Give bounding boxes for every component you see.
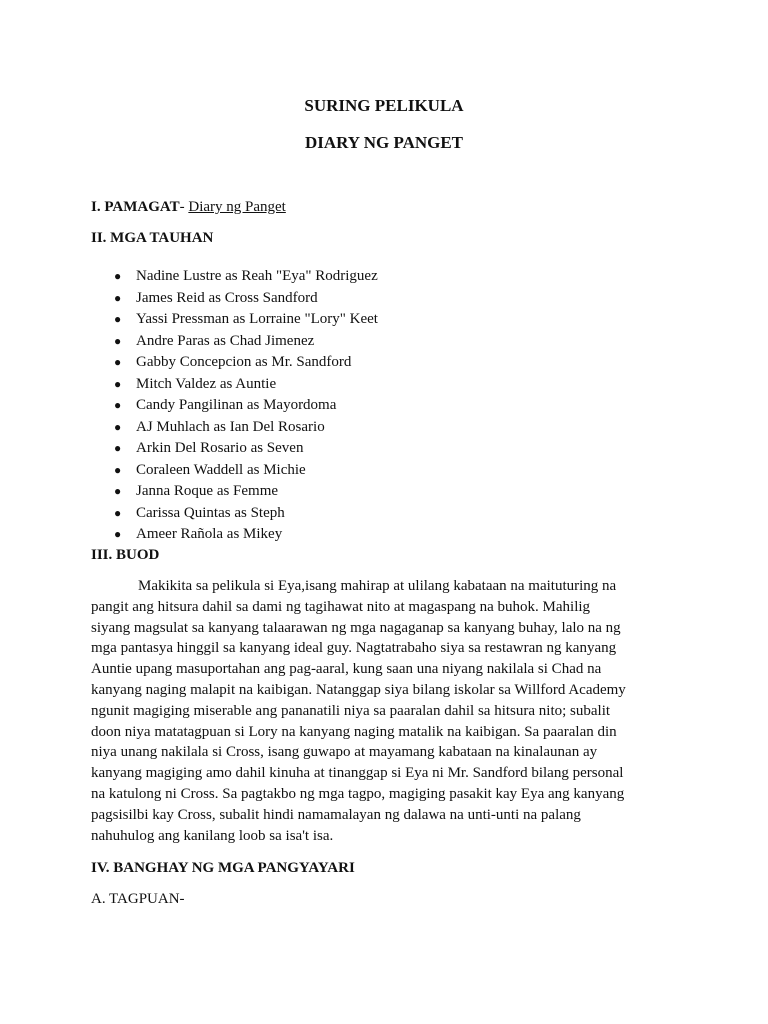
cast-entry: Nadine Lustre as Reah "Eya" Rodriguez <box>136 268 378 284</box>
section-pamagat-value: Diary ng Panget <box>188 199 286 215</box>
bullet-icon: ● <box>114 333 122 348</box>
list-item <box>114 352 378 374</box>
bullet-icon: ● <box>114 441 122 455</box>
cast-entry: Arkin Del Rosario as Seven <box>136 440 304 456</box>
cast-entry: Coraleen Waddell as Michie <box>136 461 306 478</box>
document-title: SURING PELIKULA <box>304 96 464 115</box>
bullet-icon: ● <box>114 527 122 541</box>
cast-entry: Janna Roque as Femme <box>136 483 279 499</box>
section-banghay-heading: IV. BANGHAY NG MGA PANGYAYARI <box>91 860 355 876</box>
summary-line: na katulong ni Cross. Sa pagtakbo ng mga tagpo, magiging pasakit kay Eya ang kanyang <box>91 785 625 802</box>
summary-line: pangit ang hitsura dahil sa dami ng tagihawat nito at magaspang na buhok. Mahilig <box>91 598 591 615</box>
section-tagpuan-heading: A. TAGPUAN- <box>91 891 185 907</box>
bullet-icon: ● <box>114 290 122 305</box>
summary-line: nahuhulog ang kanilang loob sa isa't isa. <box>91 827 334 844</box>
summary-line: kanyang magiging amo dahil kinuha at tinanggap si Eya ni Mr. Sandford bilang personal <box>91 765 624 782</box>
section-buod-heading: III. BUOD <box>91 547 160 563</box>
list-item <box>114 417 378 439</box>
list-item <box>114 481 378 503</box>
section-pamagat-label: I. PAMAGAT <box>91 199 180 215</box>
summary-line: kanyang naging malapit na kaibigan. Natanggap siya bilang iskolar sa Willford Academy <box>91 681 626 698</box>
bullet-icon: ● <box>114 462 122 477</box>
bullet-icon: ● <box>114 269 122 283</box>
cast-entry: James Reid as Cross Sandford <box>136 289 318 306</box>
cast-entry: Andre Paras as Chad Jimenez <box>136 332 315 349</box>
list-item <box>114 374 378 396</box>
bullet-icon: ● <box>114 484 122 498</box>
cast-entry: AJ Muhlach as Ian Del Rosario <box>136 418 325 435</box>
summary-line: ngunit magiging miserable ang pananatili niya sa paaralan dahil sa hitsura nito; subalit <box>91 702 611 719</box>
cast-entry: Gabby Concepcion as Mr. Sandford <box>136 354 352 370</box>
cast-entry: Candy Pangilinan as Mayordoma <box>136 397 337 413</box>
list-item <box>114 331 378 353</box>
cast-entry: Ameer Rañola as Mikey <box>136 526 283 542</box>
list-item <box>114 460 378 482</box>
list-item <box>114 309 378 331</box>
summary-line: Makikita sa pelikula si Eya,isang mahirap at ulilang kabataan na maituturing na <box>138 578 617 594</box>
bullet-icon: ● <box>114 376 122 391</box>
cast-entry: Carissa Quintas as Steph <box>136 504 285 521</box>
bullet-icon: ● <box>114 419 122 434</box>
summary-paragraph <box>91 576 681 846</box>
section-pamagat <box>91 198 286 217</box>
section-tauhan-heading: II. MGA TAUHAN <box>91 230 214 246</box>
list-item <box>114 503 378 525</box>
bullet-icon: ● <box>114 398 122 412</box>
list-item <box>114 266 378 288</box>
summary-line: siyang magsulat sa kanyang talaarawan ng mga nagaganap sa kanyang buhay, lalo na ng <box>91 619 621 636</box>
document-subtitle: DIARY NG PANGET <box>304 133 464 152</box>
cast-entry: Mitch Valdez as Auntie <box>136 375 277 392</box>
summary-line: pagsisilbi kay Cross, subalit hindi namamalayan ng dalawa na unti-unti na palang <box>91 806 581 823</box>
list-item <box>114 288 378 310</box>
summary-line: doon niya matatagpuan si Lory na kanyang naging matalik na kaibigan. Sa paaralan din <box>91 723 617 740</box>
bullet-icon: ● <box>114 312 122 326</box>
summary-line: niya unang nakilala si Cross, isang guwapo at mayamang kabataan na kinalaunan ay <box>91 744 598 761</box>
cast-entry: Yassi Pressman as Lorraine "Lory" Keet <box>136 311 378 327</box>
list-item <box>114 438 378 460</box>
section-pamagat-separator: - <box>179 199 189 215</box>
summary-line: Auntie upang masuportahan ang pag-aaral, kung saan una niyang nakilala si Chad na <box>91 661 602 678</box>
cast-list <box>114 266 378 546</box>
list-item <box>114 395 378 417</box>
bullet-icon: ● <box>114 355 122 369</box>
list-item <box>114 524 378 546</box>
summary-line: mga pantasya hinggil sa kanyang ideal guy. Nagtatrabaho siya sa restawran ng kanyang <box>91 640 617 657</box>
bullet-icon: ● <box>114 505 122 520</box>
